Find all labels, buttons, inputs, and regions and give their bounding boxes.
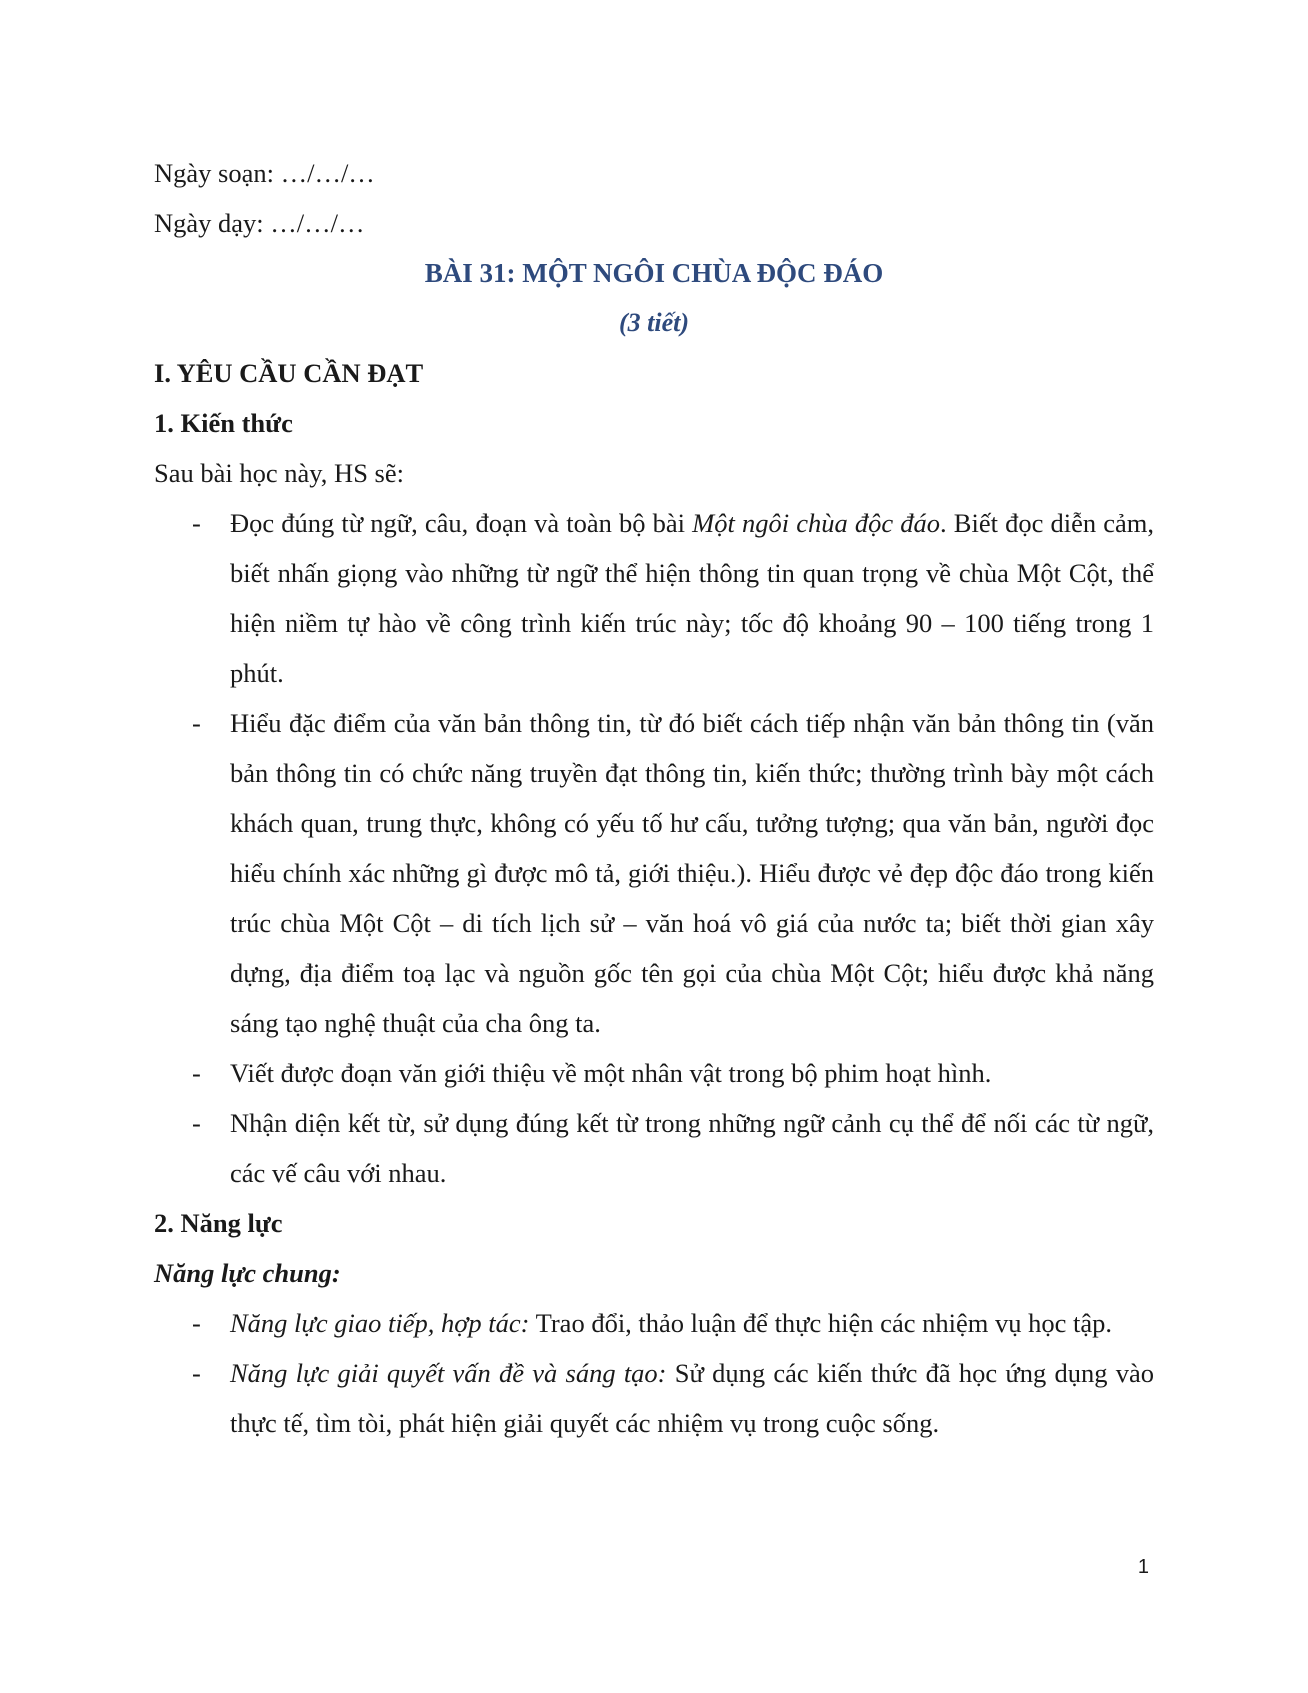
teach-date: Ngày dạy: …/…/… [154, 208, 365, 238]
bullet-text: Sử dụng các kiến thức đã học ứng dụng vào thực tế, tìm tòi, phát hiện giải quyết các nhiệm vụ trong cuộc sống. [230, 1358, 1154, 1438]
bullet-dash: - [192, 1358, 201, 1388]
competency-list [154, 1298, 1154, 1448]
bullet-text: Viết được đoạn văn giới thiệu về một nhân vật trong bộ phim hoạt hình. [230, 1058, 992, 1088]
lesson-duration: (3 tiết) [618, 308, 690, 337]
bullet-dash: - [192, 708, 201, 738]
bullet-dash: - [192, 1058, 201, 1088]
list-item [154, 1048, 1154, 1098]
bullet-dash: - [192, 508, 201, 538]
knowledge-list [154, 498, 1154, 1198]
bullet-text: Trao đổi, thảo luận để thực hiện các nhiệm vụ học tập. [529, 1308, 1112, 1338]
lesson-title: BÀI 31: MỘT NGÔI CHÙA ĐỘC ĐÁO [424, 258, 884, 288]
section-heading-requirements: I. YÊU CẦU CẦN ĐẠT [154, 358, 424, 388]
list-item [154, 1348, 1154, 1448]
prep-date: Ngày soạn: …/…/… [154, 158, 375, 188]
subsection-heading-knowledge: 1. Kiến thức [154, 408, 293, 438]
bullet-text: Nhận diện kết từ, sử dụng đúng kết từ trong những ngữ cảnh cụ thể để nối các từ ngữ, các vế câu với nhau. [230, 1108, 1154, 1188]
general-competency-heading: Năng lực chung: [154, 1258, 341, 1288]
list-item [154, 698, 1154, 1048]
bullet-italic-text: Năng lực giải quyết vấn đề và sáng tạo: [230, 1358, 667, 1388]
bullet-text: Đọc đúng từ ngữ, câu, đoạn và toàn bộ bài [230, 508, 693, 538]
page-number: 1 [1137, 1556, 1149, 1578]
bullet-text: . Biết đọc diễn cảm, biết nhấn giọng vào những từ ngữ thể hiện thông tin quan trọng về chùa Một Cột, thể hiện niềm tự hào về công trình kiến trúc này; tốc độ khoảng 90 – 100 tiếng trong 1 phút. [230, 508, 1154, 688]
bullet-dash: - [192, 1308, 201, 1338]
subsection-heading-competency: 2. Năng lực [154, 1208, 283, 1238]
list-item [154, 498, 1154, 698]
bullet-italic-text: Một ngôi chùa độc đáo [692, 508, 941, 538]
bullet-text: Hiểu đặc điểm của văn bản thông tin, từ đó biết cách tiếp nhận văn bản thông tin (văn bản thông tin có chức năng truyền đạt thông tin, kiến thức; thường trình bày một cách khách quan, trung thực, không có yếu tố hư cấu, tưởng tượng; qua văn bản, người đọc hiểu chính xác những gì được mô tả, giới thiệu.). Hiểu được vẻ đẹp độc đáo trong kiến trúc chùa Một Cột – di tích lịch sử – văn hoá vô giá của nước ta; biết thời gian xây dựng, địa điểm toạ lạc và nguồn gốc tên gọi của chùa Một Cột; hiểu được khả năng sáng tạo nghệ thuật của cha ông ta. [230, 708, 1154, 1038]
bullet-dash: - [192, 1108, 201, 1138]
list-item [154, 1298, 1154, 1348]
list-item [154, 1098, 1154, 1198]
knowledge-intro: Sau bài học này, HS sẽ: [154, 458, 404, 488]
document-content [154, 148, 1154, 1448]
bullet-italic-text: Năng lực giao tiếp, hợp tác: [230, 1308, 530, 1338]
